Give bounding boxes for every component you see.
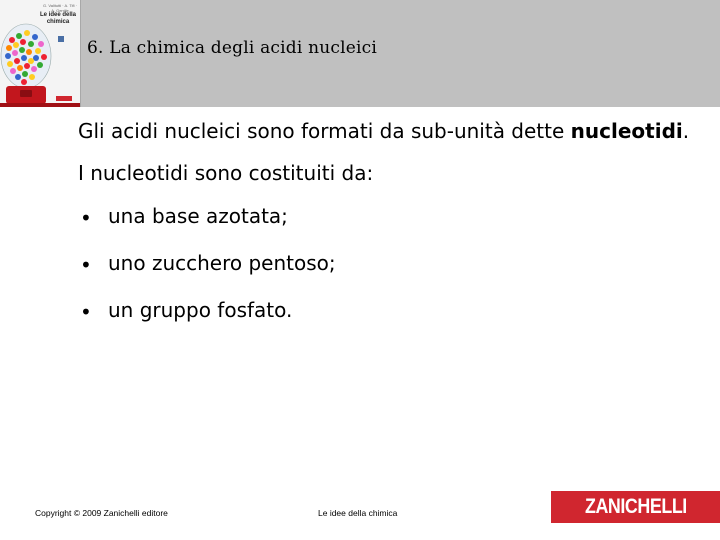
intro-end: . [682,119,690,143]
footer-copyright: Copyright © 2009 Zanichelli editore [35,508,168,518]
component-list [78,203,698,324]
list-item-text: uno zucchero pentoso; [108,251,336,275]
list-item [78,203,698,230]
footer-book-title: Le idee della chimica [318,508,398,518]
cover-title: Le idee della chimica [39,12,76,25]
list-intro: I nucleotidi sono costituiti da: [78,161,374,185]
bullet-icon: • [80,300,92,324]
list-item [78,250,698,277]
key-term: nucleotidi [570,119,683,143]
bullet-icon: • [80,253,92,277]
slide-body [78,118,698,344]
slide-title: 6. La chimica degli acidi nucleici [87,38,378,58]
publisher-name: ZANICHELLI [584,495,687,518]
bullet-icon: • [80,206,92,230]
list-item-text: un gruppo fosfato. [108,298,293,322]
intro-text: Gli acidi nucleici sono formati da sub-unità dette [78,119,571,143]
book-cover-thumbnail [0,0,81,107]
list-item [78,297,698,324]
cover-author: G. Valitutti · A. Tifi · A. Gentile [43,3,77,13]
intro-paragraph [78,118,698,145]
list-item-text: una base azotata; [108,204,288,228]
publisher-logo [551,491,720,523]
header-band [0,0,720,107]
